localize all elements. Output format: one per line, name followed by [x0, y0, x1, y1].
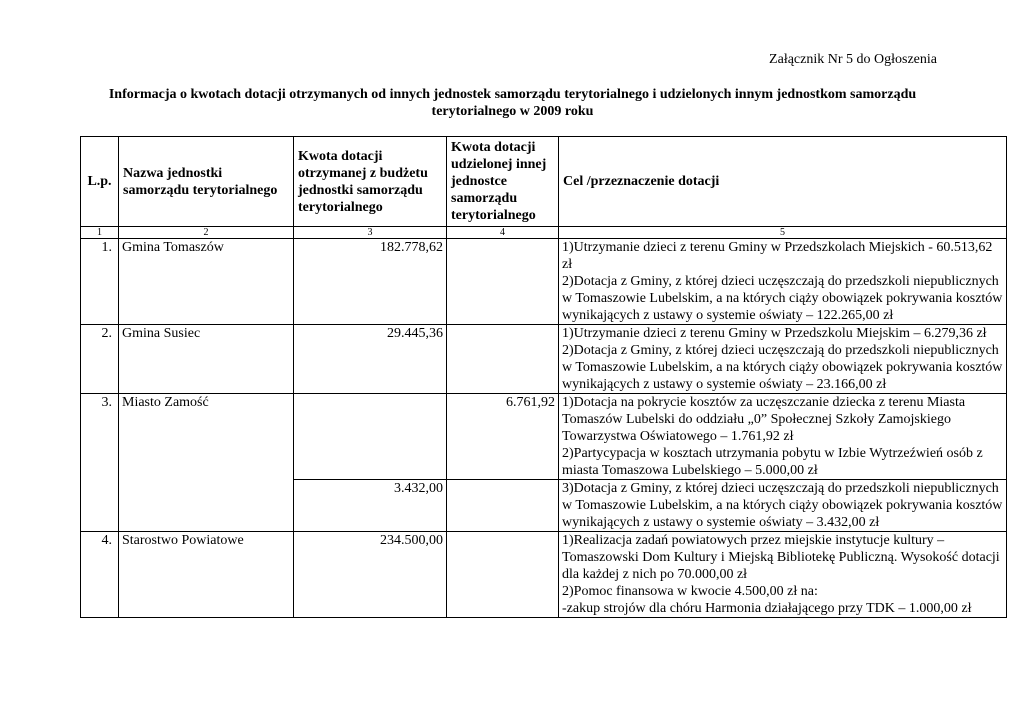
- purpose-line: 2)Pomoc finansowa w kwocie 4.500,00 zł na:: [562, 584, 818, 599]
- row-lp: 4.: [81, 532, 119, 618]
- row-lp: 1.: [81, 239, 119, 325]
- purpose-line: 1)Dotacja na pokrycie kosztów za uczęszczanie dziecka z terenu Miasta Tomaszów Lubelski do oddziału „0” Społecznej Szkoły Zamojskiego Towarzystwa Oświatowego – 1.761,92 zł: [562, 395, 966, 444]
- row-received: 29.445,36: [294, 325, 447, 394]
- table-row: [81, 239, 1007, 325]
- row-granted: [447, 532, 559, 618]
- purpose-line: 2)Partycypacja w kosztach utrzymania pobytu w Izbie Wytrzeźwień osób z miasta Tomaszowa Lubelskiego – 5.000,00 zł: [562, 446, 983, 478]
- row-name: Gmina Tomaszów: [119, 239, 294, 325]
- header-lp: L.p.: [81, 137, 119, 227]
- purpose-line: 1)Utrzymanie dzieci z terenu Gminy w Przedszkolu Miejskim – 6.279,36 zł: [562, 326, 987, 341]
- row-lp: 3.: [81, 394, 119, 532]
- table-row: [81, 325, 1007, 394]
- purpose-line: 3)Dotacja z Gminy, z której dzieci uczęszczają do przedszkoli niepublicznych w Tomaszowie Lubelskim, a na których ciąży obowiązek pokrywania kosztów wynikających z ustawy o systemie oświaty – 3.432,00 zł: [562, 481, 1003, 530]
- document-title: Informacja o kwotach dotacji otrzymanych od innych jednostek samorządu terytorialnego i udzielonych innym jednostkom samorządu terytorialnego w 2009 roku: [108, 87, 917, 119]
- attachment-label: Załącznik Nr 5 do Ogłoszenia: [769, 52, 937, 67]
- row-received: [294, 394, 447, 480]
- row-received: 234.500,00: [294, 532, 447, 618]
- row-purpose: [559, 239, 1007, 325]
- purpose-line: -zakup strojów dla chóru Harmonia działającego przy TDK – 1.000,00 zł: [562, 601, 972, 616]
- column-number: 4: [447, 227, 559, 239]
- row-purpose: [559, 394, 1007, 480]
- header-name: Nazwa jednostki samorządu terytorialnego: [119, 137, 294, 227]
- row-received: 3.432,00: [294, 480, 447, 532]
- row-name: Gmina Susiec: [119, 325, 294, 394]
- row-name: Starostwo Powiatowe: [119, 532, 294, 618]
- column-number: 3: [294, 227, 447, 239]
- row-lp: 2.: [81, 325, 119, 394]
- subsidies-table: [80, 136, 1007, 618]
- column-number: 2: [119, 227, 294, 239]
- purpose-line: 2)Dotacja z Gminy, z której dzieci uczęszczają do przedszkoli niepublicznych w Tomaszowie Lubelskim, a na których ciąży obowiązek pokrywania kosztów wynikających z ustawy o systemie oświaty – 23.166,00 zł: [562, 343, 1003, 392]
- header-purpose: Cel /przeznaczenie dotacji: [559, 137, 1007, 227]
- row-purpose: [559, 480, 1007, 532]
- column-number: 5: [559, 227, 1007, 239]
- table-row: [81, 394, 1007, 480]
- table-row: [81, 532, 1007, 618]
- purpose-line: 2)Dotacja z Gminy, z której dzieci uczęszczają do przedszkoli niepublicznych w Tomaszowie Lubelskim, a na których ciąży obowiązek pokrywania kosztów wynikających z ustawy o systemie oświaty – 122.265,00 zł: [562, 274, 1003, 323]
- row-name: Miasto Zamość: [119, 394, 294, 532]
- row-granted: 6.761,92: [447, 394, 559, 480]
- header-row: [81, 137, 1007, 227]
- purpose-line: 1)Utrzymanie dzieci z terenu Gminy w Przedszkolach Miejskich - 60.513,62 zł: [562, 240, 993, 272]
- header-received: Kwota dotacji otrzymanej z budżetu jednostki samorządu terytorialnego: [294, 137, 447, 227]
- row-received: 182.778,62: [294, 239, 447, 325]
- row-purpose: [559, 532, 1007, 618]
- header-granted: Kwota dotacji udzielonej innej jednostce samorządu terytorialnego: [447, 137, 559, 227]
- column-number: 1: [81, 227, 119, 239]
- row-granted: [447, 325, 559, 394]
- column-number-row: [81, 227, 1007, 239]
- row-granted: [447, 239, 559, 325]
- purpose-line: 1)Realizacja zadań powiatowych przez miejskie instytucje kultury – Tomaszowski Dom Kultury i Miejską Bibliotekę Publiczną. Wysokość dotacji dla każdej z nich po 70.000,00 zł: [562, 533, 1000, 582]
- row-purpose: [559, 325, 1007, 394]
- row-granted: [447, 480, 559, 532]
